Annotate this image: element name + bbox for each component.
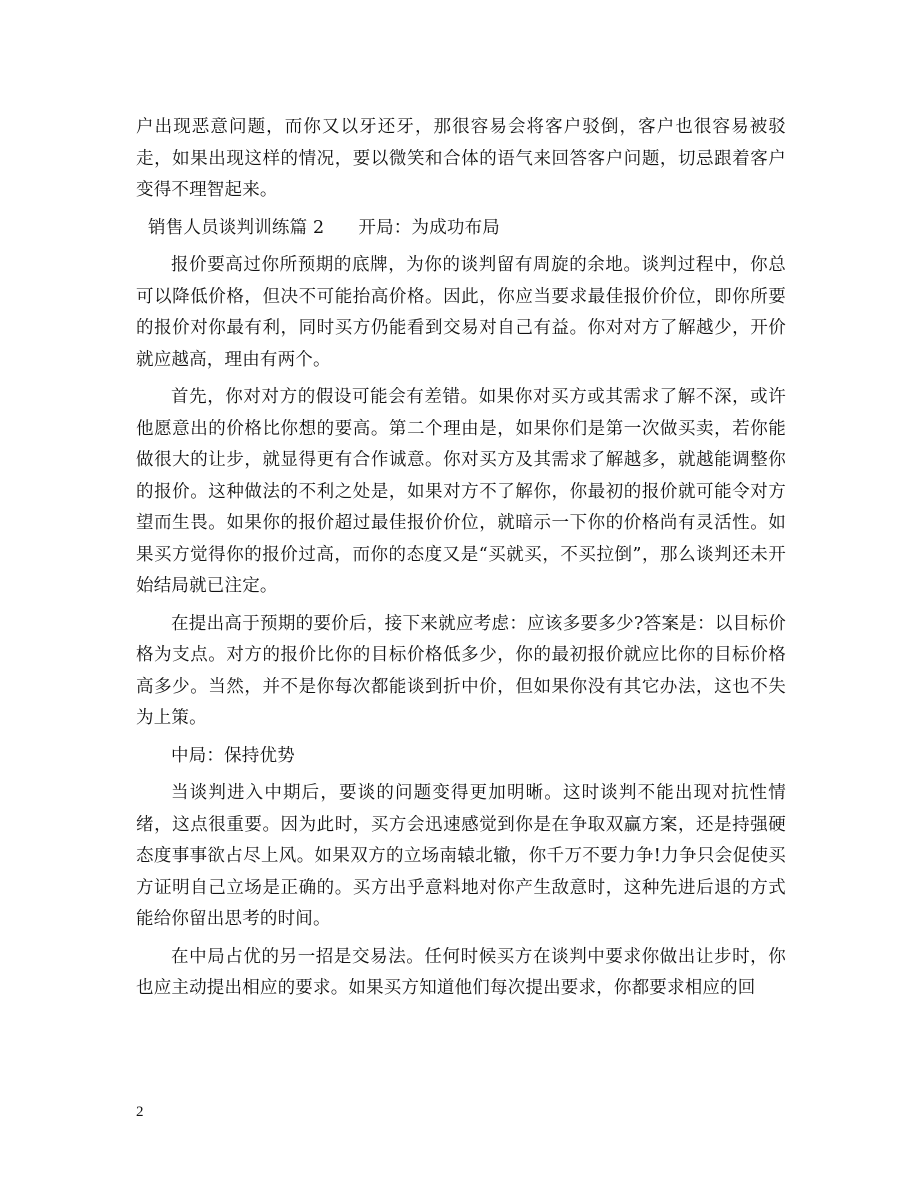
- paragraph-continued: 户出现恶意问题，而你又以牙还牙，那很容易会将客户驳倒，客户也很容易被驳走，如果出现这样的情况，要以微笑和合体的语气来回答客户问题，切忌跟着客户变得不理智起来。: [136, 117, 786, 200]
- section-title: 销售人员谈判训练篇 2: [148, 217, 325, 238]
- paragraph: 在中局占优的另一招是交易法。任何时候买方在谈判中要求你做出让步时，你也应主动提出相应的要求。如果买方知道他们每次提出要求，你都要求相应的回: [136, 946, 786, 998]
- document-body: [136, 112, 786, 1005]
- subheading: 中局：保持优势: [171, 745, 295, 766]
- paragraph: 在提出高于预期的要价后，接下来就应考虑：应该多要多少?答案是：以目标价格为支点。对方的报价比你的目标价格低多少，你的最初报价就应比你的目标价格高多少。当然，并不是你每次都能谈到折中价，但如果你没有其它办法，这也不失为上策。: [136, 613, 786, 728]
- section-heading: [136, 213, 786, 245]
- section-subtitle: 开局：为成功布局: [358, 217, 501, 238]
- paragraph: 首先，你对对方的假设可能会有差错。如果你对买方或其需求了解不深，或许他愿意出的价格比你想的要高。第二个理由是，如果你们是第一次做买卖，若你能做很大的让步，就显得更有合作诚意。你对买方及其需求了解越多，就越能调整你的报价。这种做法的不利之处是，如果对方不了解你，你最初的报价就可能令对方望而生畏。如果你的报价超过最佳报价价位，就暗示一下你的价格尚有灵活性。如果买方觉得你的报价过高，而你的态度又是“买就买，不买拉倒”，那么谈判还未开始结局就已注定。: [136, 387, 786, 596]
- paragraph: 当谈判进入中期后，要谈的问题变得更加明晰。这时谈判不能出现对抗性情绪，这点很重要。因为此时，买方会迅速感觉到你是在争取双赢方案，还是持强硬态度事事欲占尽上风。如果双方的立场南辕北辙，你千万不要力争!力争只会促使买方证明自己立场是正确的。买方出乎意料地对你产生敌意时，这种先进后退的方式能给你留出思考的时间。: [136, 783, 786, 929]
- page-number: 2: [136, 1104, 144, 1120]
- paragraph: 报价要高过你所预期的底牌，为你的谈判留有周旋的余地。谈判过程中，你总可以降低价格，但决不可能抬高价格。因此，你应当要求最佳报价价位，即你所要的报价对你最有利，同时买方仍能看到交易对自己有益。你对对方了解越少，开价就应越高，理由有两个。: [136, 255, 786, 370]
